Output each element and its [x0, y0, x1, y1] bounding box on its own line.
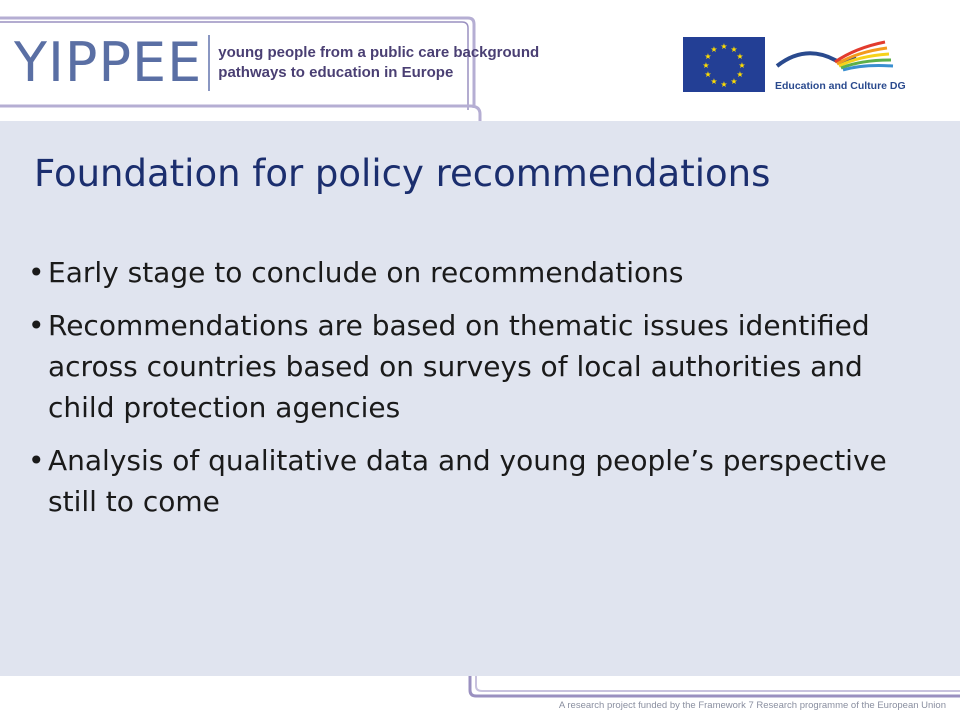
bullet-item	[28, 252, 908, 293]
brand-tagline	[218, 43, 539, 83]
svg-text:★: ★	[738, 61, 746, 70]
svg-text:★: ★	[736, 70, 744, 79]
bullet-item	[28, 305, 908, 428]
bullet-item	[28, 440, 908, 522]
tagline-line-1: young people from a public care background	[218, 44, 540, 61]
bullet-list	[28, 252, 908, 534]
svg-text:★: ★	[730, 45, 738, 54]
svg-text:★: ★	[704, 52, 712, 61]
svg-text:★: ★	[736, 52, 744, 61]
yippee-logo	[14, 28, 539, 98]
brand-name: YIPPEE	[14, 31, 203, 94]
bullet-text: Early stage to conclude on recommendations	[48, 256, 684, 289]
tagline-line-2: pathways to education in Europe	[218, 64, 454, 81]
svg-text:★: ★	[710, 45, 718, 54]
svg-text:★: ★	[720, 42, 728, 51]
slide-title: Foundation for policy recommendations	[34, 152, 771, 195]
svg-text:★: ★	[720, 80, 728, 89]
footer-note: A research project funded by the Framework 7 Research programme of the European Union	[558, 700, 946, 711]
bullet-text: Recommendations are based on thematic issues identified across countries based on surveys of local authorities and child protection agencies	[48, 309, 870, 424]
bullet-icon: •	[28, 309, 45, 342]
bullet-icon: •	[28, 444, 45, 477]
bullet-text: Analysis of qualitative data and young people’s perspective still to come	[48, 444, 887, 518]
brand-separator	[208, 35, 210, 91]
svg-text:★: ★	[704, 70, 712, 79]
partner-label: Education and Culture DG	[775, 80, 906, 92]
svg-text:★: ★	[702, 61, 710, 70]
eu-flag-icon	[683, 37, 765, 92]
svg-text:★: ★	[730, 77, 738, 86]
svg-text:★: ★	[710, 77, 718, 86]
bullet-icon: •	[28, 256, 45, 289]
